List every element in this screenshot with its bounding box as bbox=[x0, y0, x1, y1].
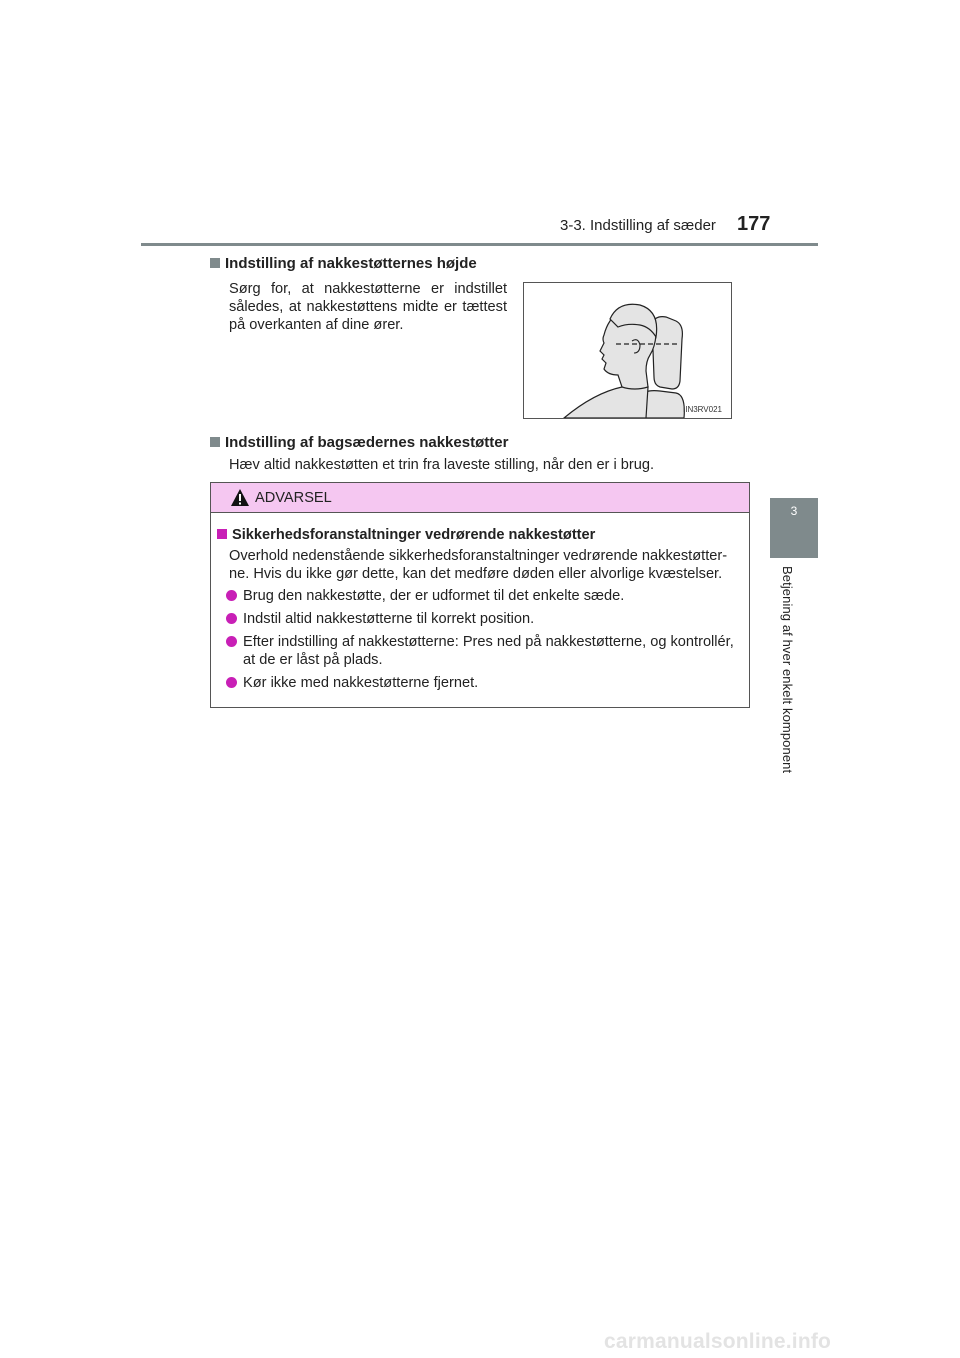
list-item bbox=[225, 587, 745, 605]
list-item-text: Efter indstilling af nakkestøtterne: Pres ned på nakkestøtterne, og kontrollér, at de er låst på plads. bbox=[243, 634, 734, 668]
section-heading-text: Indstilling af bagsædernes nakkestøtter bbox=[225, 434, 509, 451]
list-item-text: Brug den nakkestøtte, der er udformet til det enkelte sæde. bbox=[243, 588, 625, 604]
section-heading-height bbox=[210, 255, 477, 272]
circle-bullet-icon bbox=[226, 613, 237, 624]
list-item bbox=[225, 610, 745, 628]
chapter-label: Betjening af hver enkelt komponent bbox=[780, 566, 795, 774]
square-bullet-icon bbox=[217, 529, 227, 539]
warning-subheading-text: Sikkerhedsforanstaltninger vedrørende nakkestøtter bbox=[232, 527, 596, 543]
chapter-number: 3 bbox=[790, 504, 798, 518]
circle-bullet-icon bbox=[226, 677, 237, 688]
headrest-illustration bbox=[523, 282, 732, 419]
warning-bullet-list bbox=[225, 587, 745, 697]
warning-intro: Overhold nedenstående sikkerhedsforanstaltninger vedrørende nakkestøtter-ne. Hvis du ikke gør dette, kan det medføre døden eller alvorlige kvæstelser. bbox=[229, 548, 728, 582]
list-item-text: Indstil altid nakkestøtterne til korrekt position. bbox=[243, 611, 535, 627]
list-item bbox=[225, 633, 745, 669]
circle-bullet-icon bbox=[226, 636, 237, 647]
page-number: 177 bbox=[737, 213, 771, 235]
list-item bbox=[225, 674, 745, 692]
chapter-tab bbox=[770, 498, 818, 558]
warning-box bbox=[210, 482, 750, 708]
list-item-text: Kør ikke med nakkestøtterne fjernet. bbox=[243, 675, 479, 691]
section-body-rear: Hæv altid nakkestøtten et trin fra laveste stilling, når den er i brug. bbox=[229, 457, 655, 473]
circle-bullet-icon bbox=[226, 590, 237, 601]
warning-title: ADVARSEL bbox=[255, 490, 332, 506]
watermark: carmanualsonline.info bbox=[604, 1330, 832, 1353]
section-body-height: Sørg for, at nakkestøtterne er indstillet således, at nakkestøttens midte er tættest på overkanten af dine ører. bbox=[229, 281, 507, 333]
warning-header bbox=[211, 483, 749, 513]
header-divider bbox=[141, 243, 818, 246]
figure-code: IIN3RV021 bbox=[683, 405, 722, 414]
square-bullet-icon bbox=[210, 437, 220, 447]
square-bullet-icon bbox=[210, 258, 220, 268]
section-heading-rear bbox=[210, 434, 508, 451]
warning-triangle-icon bbox=[230, 488, 250, 507]
header-section-title: 3-3. Indstilling af sæder bbox=[560, 217, 716, 234]
head-silhouette-icon bbox=[524, 283, 731, 418]
warning-subheading bbox=[217, 527, 595, 543]
section-heading-text: Indstilling af nakkestøtternes højde bbox=[225, 255, 477, 272]
